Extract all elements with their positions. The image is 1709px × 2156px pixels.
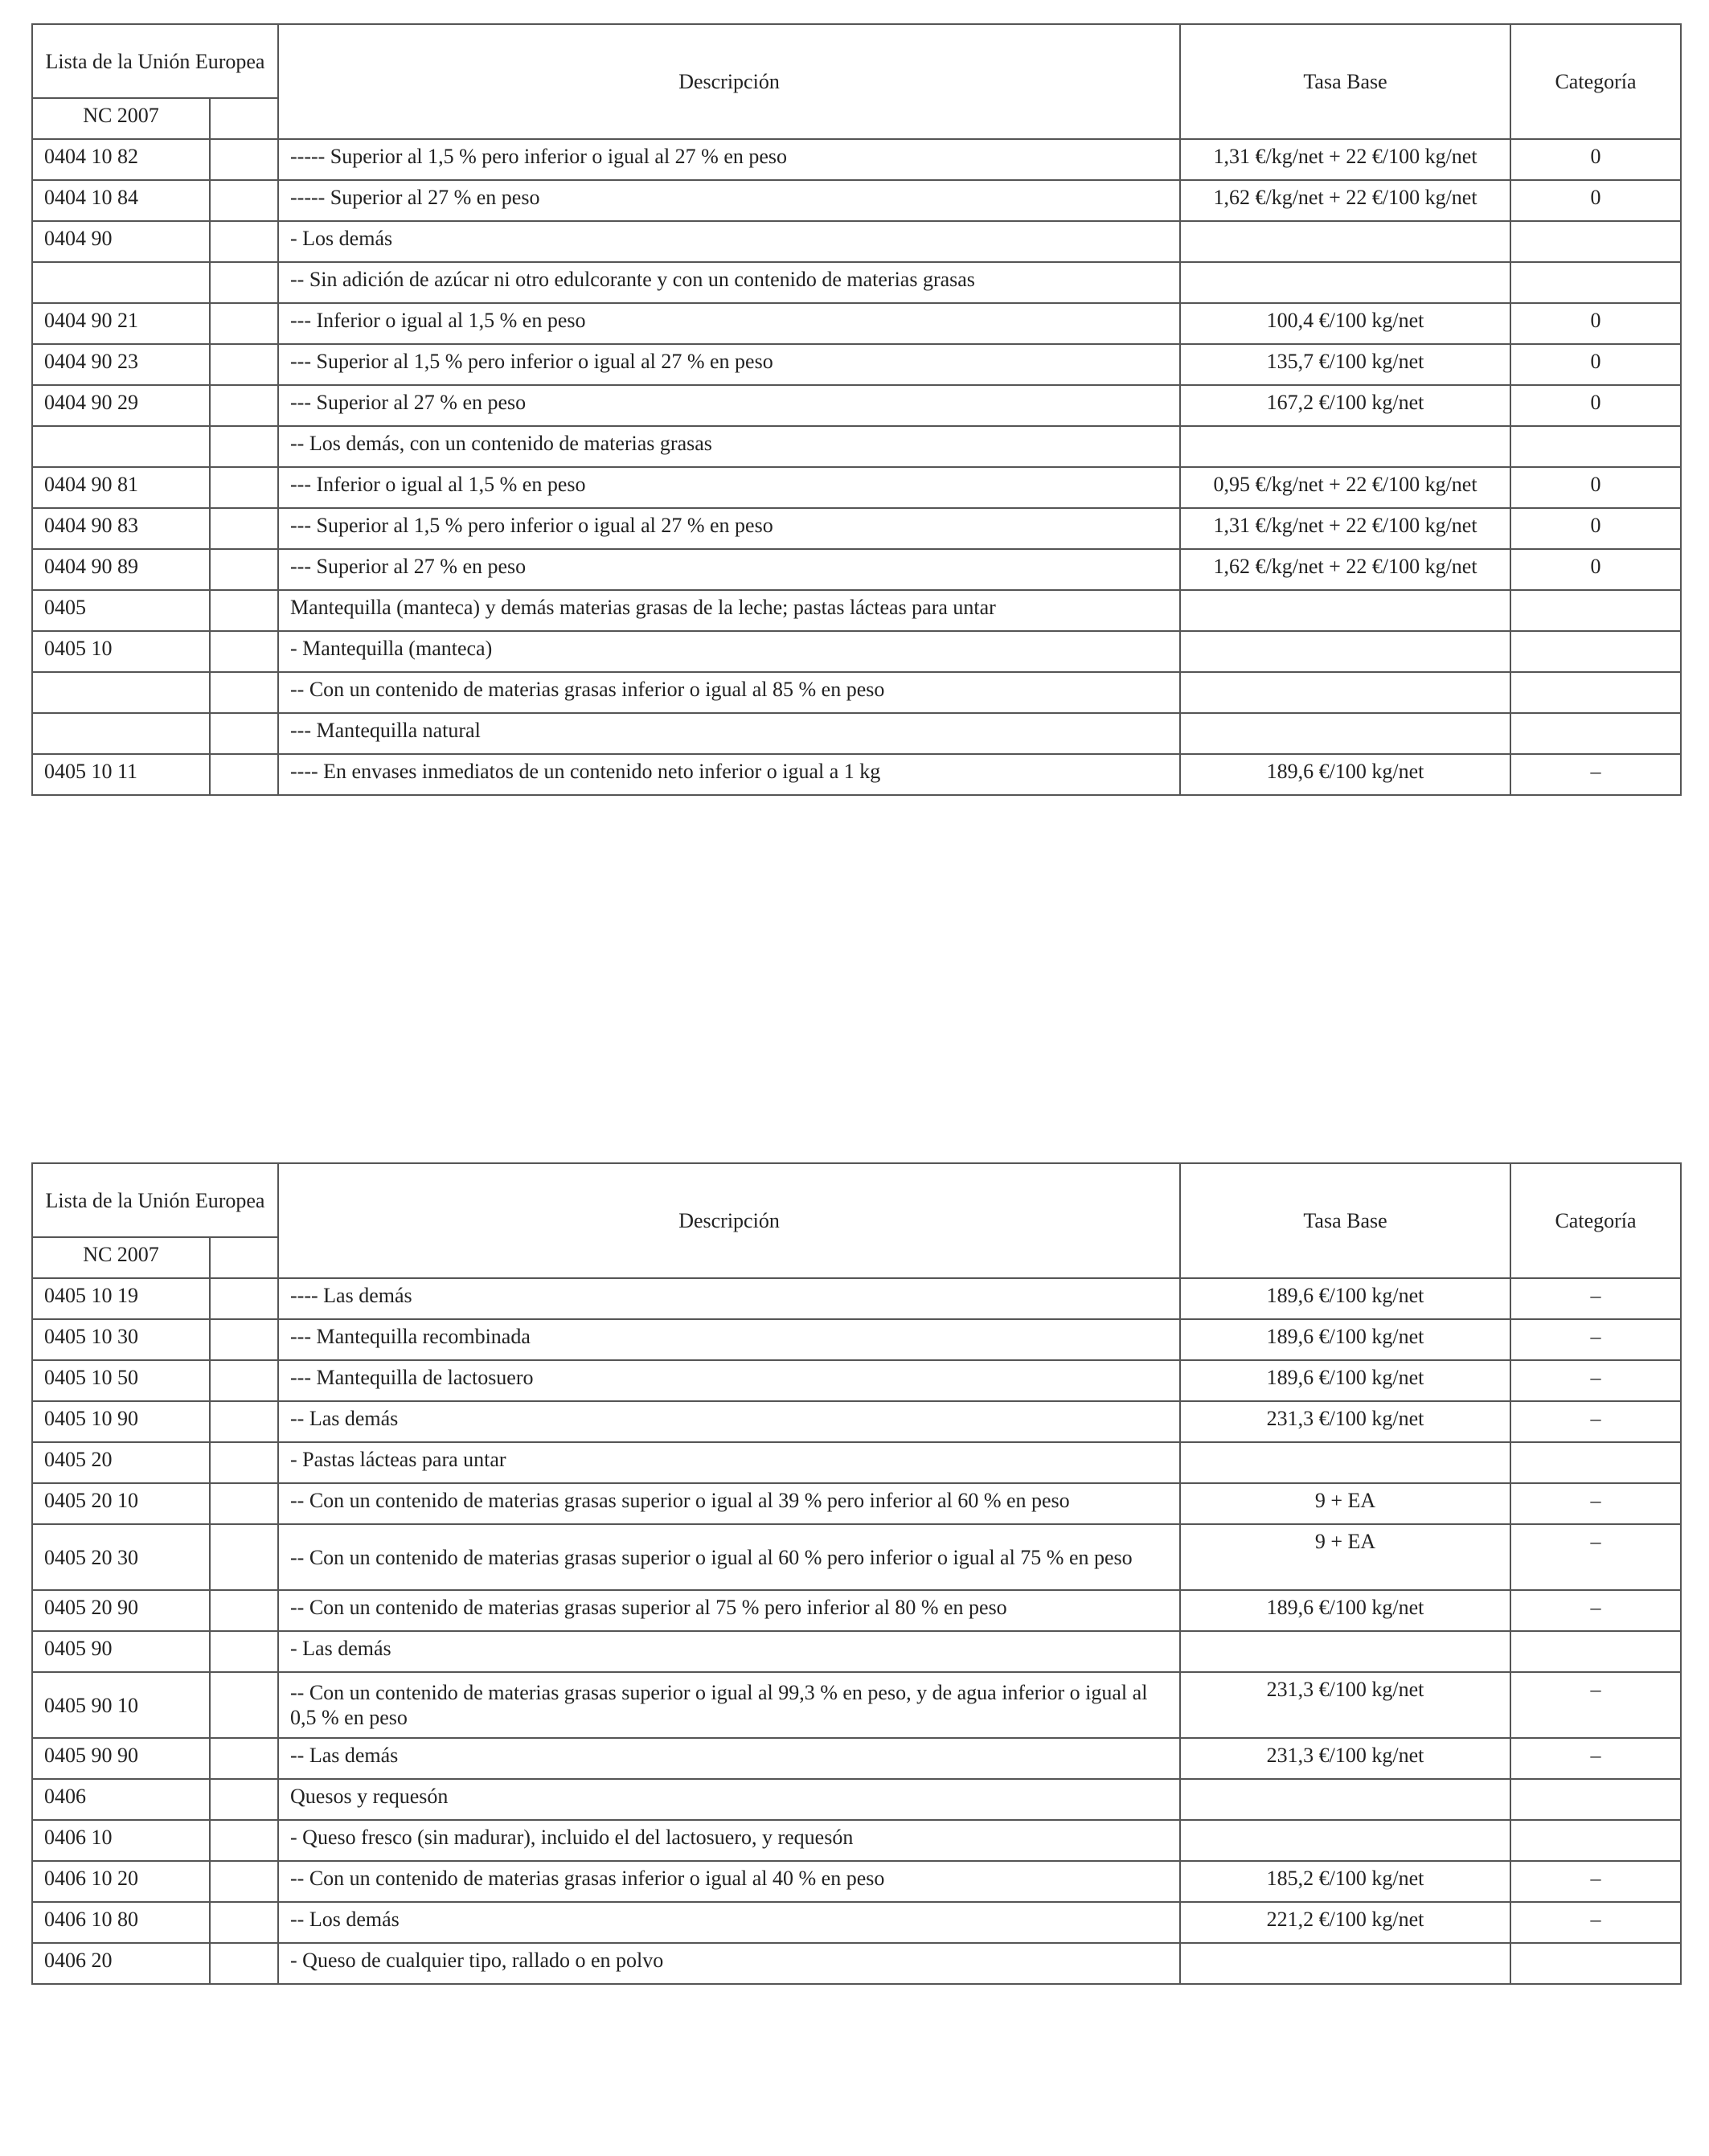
category-cell: – [1510, 1861, 1681, 1902]
category-cell: – [1510, 1524, 1681, 1590]
base-rate-cell: 189,6 €/100 kg/net [1180, 1590, 1510, 1631]
blank-cell [210, 1524, 278, 1590]
blank-cell [210, 1902, 278, 1943]
category-cell [1510, 426, 1681, 467]
blank-cell [210, 303, 278, 344]
description-cell: - Pastas lácteas para untar [278, 1442, 1180, 1483]
description-cell: -- Las demás [278, 1738, 1180, 1779]
description-cell: - Queso de cualquier tipo, rallado o en polvo [278, 1943, 1180, 1984]
description-cell: Quesos y requesón [278, 1779, 1180, 1820]
table-row [32, 1401, 1681, 1442]
base-rate-cell: 9 + EA [1180, 1483, 1510, 1524]
nc-code-cell: 0405 10 50 [32, 1360, 210, 1401]
lista-header: Lista de la Unión Europea [32, 1163, 278, 1237]
nc-code-cell: 0405 20 30 [32, 1524, 210, 1590]
base-rate-cell [1180, 1779, 1510, 1820]
category-cell: 0 [1510, 385, 1681, 426]
nc-header: NC 2007 [32, 98, 210, 139]
base-rate-cell [1180, 1631, 1510, 1672]
category-cell [1510, 672, 1681, 713]
blank-cell [210, 1672, 278, 1738]
description-cell: ----- Superior al 1,5 % pero inferior o igual al 27 % en peso [278, 139, 1180, 180]
description-cell: --- Mantequilla recombinada [278, 1319, 1180, 1360]
blank-cell [210, 1943, 278, 1984]
blank-cell [210, 1779, 278, 1820]
table-row [32, 1738, 1681, 1779]
blank-cell [210, 344, 278, 385]
header-row [32, 24, 1681, 98]
blank-cell [210, 631, 278, 672]
base-rate-cell [1180, 1442, 1510, 1483]
nc-code-cell: 0404 90 23 [32, 344, 210, 385]
table-row [32, 590, 1681, 631]
description-cell: ----- Superior al 27 % en peso [278, 180, 1180, 221]
blank-cell [210, 754, 278, 795]
category-cell: – [1510, 754, 1681, 795]
table-row [32, 1820, 1681, 1861]
description-cell: --- Superior al 27 % en peso [278, 549, 1180, 590]
tariff-table-1 [31, 23, 1682, 796]
base-rate-cell [1180, 1943, 1510, 1984]
blank-cell [210, 1590, 278, 1631]
base-rate-cell: 167,2 €/100 kg/net [1180, 385, 1510, 426]
nc-code-cell: 0405 10 30 [32, 1319, 210, 1360]
tariff-table-1-body [32, 24, 1681, 795]
category-cell: – [1510, 1590, 1681, 1631]
base-rate-cell: 1,62 €/kg/net + 22 €/100 kg/net [1180, 549, 1510, 590]
header-row [32, 1163, 1681, 1237]
category-cell: 0 [1510, 303, 1681, 344]
blank-cell [210, 180, 278, 221]
table-row [32, 385, 1681, 426]
table-row [32, 1524, 1681, 1590]
description-cell: -- Con un contenido de materias grasas superior o igual al 39 % pero inferior al 60 % en peso [278, 1483, 1180, 1524]
description-cell: --- Superior al 27 % en peso [278, 385, 1180, 426]
blank-cell [210, 713, 278, 754]
nc-code-cell: 0405 10 [32, 631, 210, 672]
category-cell: 0 [1510, 139, 1681, 180]
nc-code-cell: 0405 10 90 [32, 1401, 210, 1442]
table-row [32, 1631, 1681, 1672]
base-rate-cell: 9 + EA [1180, 1524, 1510, 1590]
table-row [32, 672, 1681, 713]
category-cell [1510, 631, 1681, 672]
description-cell: - Queso fresco (sin madurar), incluido el del lactosuero, y requesón [278, 1820, 1180, 1861]
blank-cell [210, 221, 278, 262]
category-cell: – [1510, 1319, 1681, 1360]
category-cell [1510, 1779, 1681, 1820]
nc-code-cell [32, 672, 210, 713]
base-rate-cell [1180, 631, 1510, 672]
descripcion-header: Descripción [278, 1163, 1180, 1278]
table-row [32, 426, 1681, 467]
description-cell: --- Inferior o igual al 1,5 % en peso [278, 303, 1180, 344]
table-row [32, 139, 1681, 180]
nc-code-cell: 0405 20 10 [32, 1483, 210, 1524]
category-cell: – [1510, 1360, 1681, 1401]
category-cell [1510, 713, 1681, 754]
tasa-header: Tasa Base [1180, 24, 1510, 139]
category-cell [1510, 590, 1681, 631]
blank-header-cell [210, 1237, 278, 1278]
nc-code-cell: 0406 [32, 1779, 210, 1820]
description-cell: ---- En envases inmediatos de un contenido neto inferior o igual a 1 kg [278, 754, 1180, 795]
description-cell: - Mantequilla (manteca) [278, 631, 1180, 672]
table-row [32, 1360, 1681, 1401]
blank-header-cell [210, 98, 278, 139]
category-cell [1510, 221, 1681, 262]
blank-cell [210, 262, 278, 303]
nc-code-cell [32, 713, 210, 754]
base-rate-cell: 189,6 €/100 kg/net [1180, 1319, 1510, 1360]
blank-cell [210, 426, 278, 467]
nc-code-cell: 0404 90 21 [32, 303, 210, 344]
blank-cell [210, 385, 278, 426]
base-rate-cell: 231,3 €/100 kg/net [1180, 1672, 1510, 1738]
blank-cell [210, 1401, 278, 1442]
table-row [32, 508, 1681, 549]
base-rate-cell: 1,31 €/kg/net + 22 €/100 kg/net [1180, 508, 1510, 549]
descripcion-header: Descripción [278, 24, 1180, 139]
base-rate-cell: 135,7 €/100 kg/net [1180, 344, 1510, 385]
table-row [32, 1278, 1681, 1319]
nc-code-cell: 0404 90 [32, 221, 210, 262]
description-cell: --- Mantequilla de lactosuero [278, 1360, 1180, 1401]
categoria-header: Categoría [1510, 24, 1681, 139]
table-row [32, 631, 1681, 672]
base-rate-cell: 189,6 €/100 kg/net [1180, 754, 1510, 795]
category-cell [1510, 262, 1681, 303]
blank-cell [210, 672, 278, 713]
nc-code-cell: 0405 90 [32, 1631, 210, 1672]
description-cell: -- Con un contenido de materias grasas inferior o igual al 40 % en peso [278, 1861, 1180, 1902]
base-rate-cell [1180, 262, 1510, 303]
table-row [32, 1590, 1681, 1631]
category-cell: 0 [1510, 467, 1681, 508]
blank-cell [210, 549, 278, 590]
base-rate-cell: 189,6 €/100 kg/net [1180, 1278, 1510, 1319]
table-row [32, 1943, 1681, 1984]
categoria-header: Categoría [1510, 1163, 1681, 1278]
nc-code-cell: 0404 90 81 [32, 467, 210, 508]
blank-cell [210, 1820, 278, 1861]
nc-code-cell: 0405 20 90 [32, 1590, 210, 1631]
base-rate-cell [1180, 221, 1510, 262]
table-row [32, 1902, 1681, 1943]
base-rate-cell: 100,4 €/100 kg/net [1180, 303, 1510, 344]
blank-cell [210, 1861, 278, 1902]
blank-cell [210, 1631, 278, 1672]
base-rate-cell: 185,2 €/100 kg/net [1180, 1861, 1510, 1902]
nc-code-cell: 0405 90 90 [32, 1738, 210, 1779]
lista-header: Lista de la Unión Europea [32, 24, 278, 98]
nc-code-cell: 0404 90 89 [32, 549, 210, 590]
table-row [32, 713, 1681, 754]
nc-code-cell: 0406 10 20 [32, 1861, 210, 1902]
nc-code-cell: 0405 [32, 590, 210, 631]
description-cell: -- Con un contenido de materias grasas superior al 75 % pero inferior al 80 % en peso [278, 1590, 1180, 1631]
nc-code-cell: 0404 10 82 [32, 139, 210, 180]
tariff-table-2-body [32, 1163, 1681, 1984]
nc-code-cell [32, 426, 210, 467]
nc-code-cell: 0404 90 29 [32, 385, 210, 426]
category-cell: – [1510, 1278, 1681, 1319]
description-cell: - Los demás [278, 221, 1180, 262]
description-cell: ---- Las demás [278, 1278, 1180, 1319]
category-cell: – [1510, 1483, 1681, 1524]
base-rate-cell: 189,6 €/100 kg/net [1180, 1360, 1510, 1401]
table-row [32, 1672, 1681, 1738]
base-rate-cell: 231,3 €/100 kg/net [1180, 1401, 1510, 1442]
base-rate-cell [1180, 426, 1510, 467]
description-cell: - Las demás [278, 1631, 1180, 1672]
category-cell: 0 [1510, 508, 1681, 549]
description-cell: Mantequilla (manteca) y demás materias grasas de la leche; pastas lácteas para untar [278, 590, 1180, 631]
nc-code-cell [32, 262, 210, 303]
base-rate-cell [1180, 672, 1510, 713]
description-cell: --- Mantequilla natural [278, 713, 1180, 754]
nc-code-cell: 0405 90 10 [32, 1672, 210, 1738]
table-row [32, 262, 1681, 303]
category-cell: – [1510, 1902, 1681, 1943]
description-cell: -- Con un contenido de materias grasas superior o igual al 99,3 % en peso, y de agua inferior o igual al 0,5 % en peso [278, 1672, 1180, 1738]
description-cell: -- Con un contenido de materias grasas inferior o igual al 85 % en peso [278, 672, 1180, 713]
base-rate-cell [1180, 1820, 1510, 1861]
nc-header: NC 2007 [32, 1237, 210, 1278]
tariff-table-2 [31, 1162, 1682, 1985]
blank-cell [210, 1442, 278, 1483]
table-row [32, 467, 1681, 508]
table-row [32, 549, 1681, 590]
base-rate-cell: 231,3 €/100 kg/net [1180, 1738, 1510, 1779]
table-row [32, 303, 1681, 344]
table-row [32, 754, 1681, 795]
blank-cell [210, 1319, 278, 1360]
description-cell: -- Con un contenido de materias grasas superior o igual al 60 % pero inferior o igual al 75 % en peso [278, 1524, 1180, 1590]
category-cell: 0 [1510, 549, 1681, 590]
category-cell [1510, 1943, 1681, 1984]
nc-code-cell: 0406 10 80 [32, 1902, 210, 1943]
nc-code-cell: 0404 90 83 [32, 508, 210, 549]
description-cell: --- Superior al 1,5 % pero inferior o igual al 27 % en peso [278, 508, 1180, 549]
table-row [32, 221, 1681, 262]
blank-cell [210, 1738, 278, 1779]
description-cell: --- Inferior o igual al 1,5 % en peso [278, 467, 1180, 508]
category-cell [1510, 1820, 1681, 1861]
base-rate-cell: 1,62 €/kg/net + 22 €/100 kg/net [1180, 180, 1510, 221]
tasa-header: Tasa Base [1180, 1163, 1510, 1278]
nc-code-cell: 0405 10 19 [32, 1278, 210, 1319]
description-cell: --- Superior al 1,5 % pero inferior o igual al 27 % en peso [278, 344, 1180, 385]
base-rate-cell: 1,31 €/kg/net + 22 €/100 kg/net [1180, 139, 1510, 180]
blank-cell [210, 1278, 278, 1319]
blank-cell [210, 508, 278, 549]
table-row [32, 1779, 1681, 1820]
base-rate-cell [1180, 713, 1510, 754]
base-rate-cell: 0,95 €/kg/net + 22 €/100 kg/net [1180, 467, 1510, 508]
category-cell: – [1510, 1738, 1681, 1779]
description-cell: -- Las demás [278, 1401, 1180, 1442]
category-cell: 0 [1510, 180, 1681, 221]
description-cell: -- Sin adición de azúcar ni otro edulcorante y con un contenido de materias grasas [278, 262, 1180, 303]
nc-code-cell: 0405 10 11 [32, 754, 210, 795]
description-cell: -- Los demás, con un contenido de materias grasas [278, 426, 1180, 467]
nc-code-cell: 0405 20 [32, 1442, 210, 1483]
description-cell: -- Los demás [278, 1902, 1180, 1943]
category-cell: 0 [1510, 344, 1681, 385]
base-rate-cell [1180, 590, 1510, 631]
category-cell: – [1510, 1672, 1681, 1738]
table-row [32, 1483, 1681, 1524]
category-cell [1510, 1631, 1681, 1672]
blank-cell [210, 1360, 278, 1401]
nc-code-cell: 0406 20 [32, 1943, 210, 1984]
blank-cell [210, 139, 278, 180]
table-row [32, 180, 1681, 221]
nc-code-cell: 0404 10 84 [32, 180, 210, 221]
blank-cell [210, 467, 278, 508]
table-row [32, 1319, 1681, 1360]
table-row [32, 1861, 1681, 1902]
category-cell [1510, 1442, 1681, 1483]
nc-code-cell: 0406 10 [32, 1820, 210, 1861]
table-row [32, 1442, 1681, 1483]
category-cell: – [1510, 1401, 1681, 1442]
base-rate-cell: 221,2 €/100 kg/net [1180, 1902, 1510, 1943]
blank-cell [210, 1483, 278, 1524]
blank-cell [210, 590, 278, 631]
table-row [32, 344, 1681, 385]
